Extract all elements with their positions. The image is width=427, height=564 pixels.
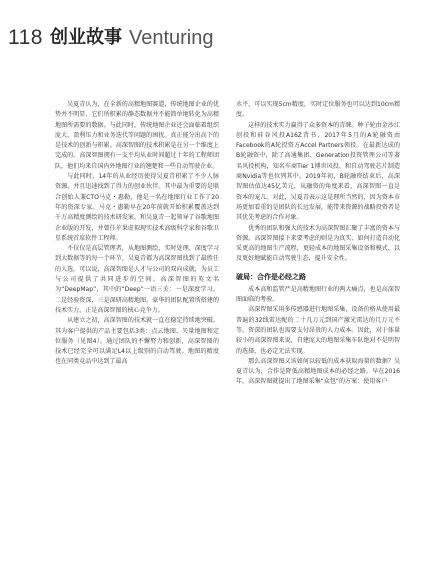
page-header	[8, 22, 214, 50]
paragraph: 吴夏青认为，在全新的高精地图赛道，传统地图企业的优势并不明显，它们所积累的静态数据并不能简单地转化为高精地图所需要的数据。与此同时，传统地图企业还会面临着组织庞大、盈利压力和业务迭代等问题的困扰。真正能分出高下的是技术的创新与积累。高深智图的技术积累是在另一个维度上完成的。高深智图拥有一支平均从业时间超过十年的工程师团队，他们均来自国内外地图行业的翘楚和一些自动驾驶企业。	[55, 101, 219, 170]
section-subheading: 破局：合作是必经之路	[236, 272, 306, 281]
right-column	[236, 100, 400, 388]
paragraph: 水平，可以实现5cm精度，实时定位服务也可以达到10cm精度。	[236, 101, 400, 119]
section-title-en: Venturing	[128, 27, 214, 49]
paragraph: 那么高深智图又该如何以较低的成本获取海量的数据？吴夏青认为，合作是降低高精地图成本的必经之路。早在2016年，高深智图就提出了地图采集“众包”的方案：使用客户	[236, 357, 400, 386]
paragraph: 成本高和监管严是高精地图行业的两大痛点，也是高深智图面临的考验。	[236, 285, 400, 304]
page-number: 118	[8, 26, 43, 49]
left-column	[55, 100, 219, 368]
paragraph: 从建立之初，高深智图的技术就一直在稳定持续地突破。其为客户提供的产品主要包括3类：点云地图、矢量地图和定位服务（见图4）。通过团队的不懈努力和创新，高深智图的技术已经完全可以满足L4以上级别的自动驾驶。地图的精度也在同类竞品中达到了最高	[55, 317, 219, 366]
section-title-cn: 创业故事	[49, 27, 122, 48]
paragraph: 优秀的团队和强大的技术为高深智图汇聚了丰富的资本与资源。高深智图接下来要考虑的则是为真实、如何打造自动化采更高的地图生产流程，更轻成本的地图采集设备和模式，以及更好地赋能自动驾驶生态，提升安全性。	[236, 224, 400, 263]
paragraph: 这样的技术实力赢得了众多资本的青睐。种子轮由金沙江创投和硅谷风投A16Z背书，2017年5月的A轮融资由Facebook的A轮投资方Accel Partners领投。在最新达成的B轮融资中，除了高通集团、Generation投资管理公司等著名风投机构，知名车商Tier 1博世风投、和自动驾驶芯片制造商Nvidia等也位列其中。2019年初，B轮融资结束后，高深智图估值达45亿美元，从融资的角度来看，高深智图一直是资本的宠儿。对此，吴夏青表示这是理所当然的，因为资本市场更加看重的是团队的长远发展，能带来资源的战略投资者是其优先考虑的合作对象。	[236, 121, 400, 222]
paragraph: 与此同时，14年的从业经历使得吴夏青积累了不少人脉资源，并且迅速找到了得力的创业伙伴。其中最为重要的是联合创始人兼CTO马克・惠勒，他是一名在地图行业工作了20年的资深专家。马克・惠勒早在20年前就开始积累覆盖达到千万高精度测绘的技术研发案，和吴夏青一起领导了谷歌地图企业版的开发，并曾任苹果虚拟现实技术高级科学家和谷歌卫星系统首席软件工程师。	[55, 173, 219, 242]
paragraph: 高深智图采用多传感器进行地图采集，设备价格从使用最普遍的32线雷达配的二十几万元到国产激光雷达的几万元不等。资深的团队也需要支付昂贵的人力成本。因此，对于体量较小的高深智图来说，自建庞大的地图采集车队绝对不是明智的选择，也必定无法实现。	[236, 306, 400, 355]
paragraph: 不仅仅是高层管理者，从地图测绘、实时处理、深度学习到大数据等的每一个环节，吴夏青都为高深智图找到了最胜任的人选。可以说，高深智图是人才与公司的双向成就，为员工与公司提供了共同进步的空间。高深智图的英文名为“DeepMap”，其中的“Deep”一语三关：一是深度学习，二是经验资深，三是深研高精地图。豪华的团队配置所搭建的技术实力，正是高深智图的核心竞争力。	[55, 245, 219, 314]
